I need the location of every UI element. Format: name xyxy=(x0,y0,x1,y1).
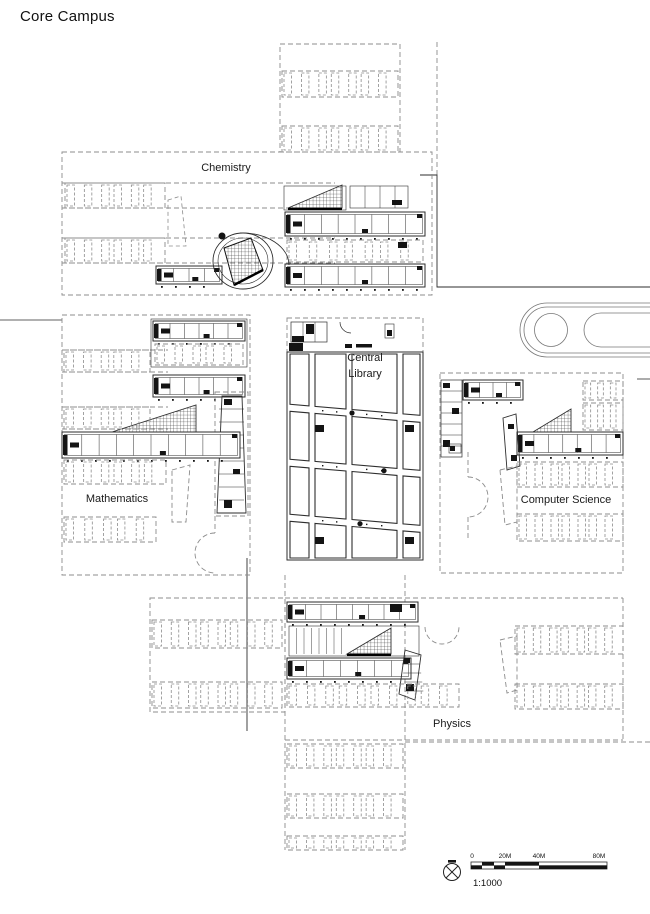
label-physics: Physics xyxy=(433,718,471,730)
mathematics-building xyxy=(62,315,250,575)
scale-tick-0: 0 xyxy=(470,853,474,860)
scale-bar-labels xyxy=(470,853,605,889)
stadium-structure xyxy=(520,303,650,357)
north-arrow-icon xyxy=(444,860,461,881)
computer-science-building xyxy=(440,373,623,573)
label-computer-science: Computer Science xyxy=(520,494,612,506)
label-mathematics: Mathematics xyxy=(85,493,149,505)
north-parking-block xyxy=(280,44,400,152)
scale-ratio: 1:1000 xyxy=(473,878,503,889)
scale-tick-40m: 40M xyxy=(532,853,546,860)
page-title: Core Campus xyxy=(20,8,115,25)
scale-tick-20m: 20M xyxy=(498,853,512,860)
label-central-library-line2: Library xyxy=(348,368,382,380)
physics-building xyxy=(150,598,623,740)
label-central-library-line1: Central xyxy=(347,352,383,364)
scale-tick-80m: 80M xyxy=(592,853,606,860)
scale-bar xyxy=(471,862,607,869)
label-chemistry: Chemistry xyxy=(201,162,251,174)
south-parking-block xyxy=(287,744,403,850)
